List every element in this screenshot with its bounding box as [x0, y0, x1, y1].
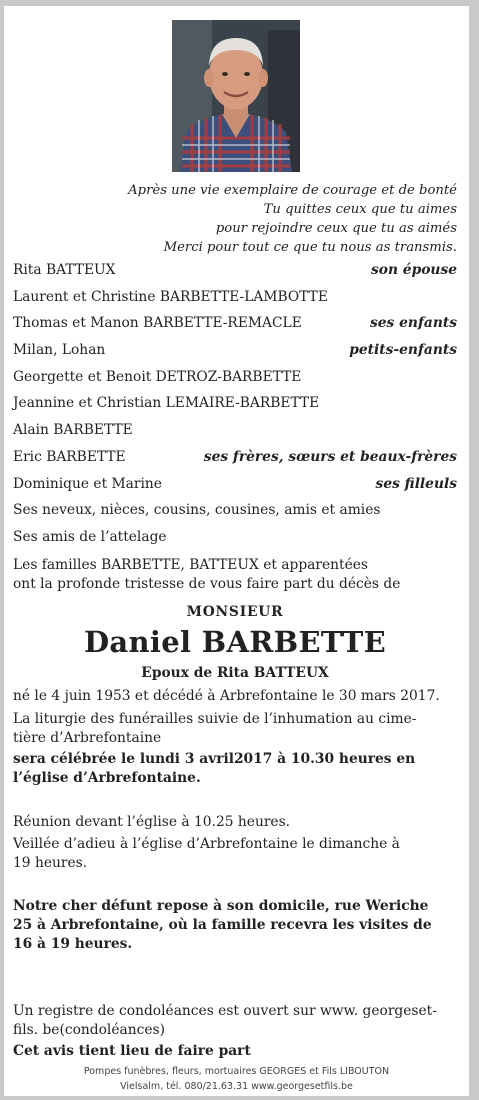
celebration-text — [13, 750, 457, 788]
family-row — [13, 262, 457, 289]
family-row — [13, 369, 457, 396]
family-row — [13, 315, 457, 342]
poem-line: Tu quittes ceux que tu aimes — [263, 202, 457, 217]
vigil-line: Veillée d’adieu à l’église d’Arbrefontaine le dimanche à — [13, 836, 400, 852]
family-names: Alain BARBETTE — [13, 422, 133, 439]
family-names: Rita BATTEUX — [13, 262, 116, 278]
family-list — [13, 262, 457, 556]
poem-line: pour rejoindre ceux que tu as aimés — [215, 221, 457, 236]
vigil-text — [13, 835, 457, 873]
footer-line: Vielsalm, tél. 080/21.63.31 www.georgesetfils.be — [120, 1081, 353, 1092]
family-row — [13, 422, 457, 449]
register-text — [13, 1002, 457, 1040]
rest-line: 25 à Arbrefontaine, où la famille recevra les visites de — [13, 917, 432, 933]
notice-line: Cet avis tient lieu de faire part — [13, 1043, 251, 1059]
register-line: Un registre de condoléances est ouvert sur www. georgeset- — [13, 1003, 437, 1019]
family-names: Eric BARBETTE — [13, 448, 126, 465]
announcement-line: ont la profonde tristesse de vous faire part du décès de — [13, 576, 401, 592]
rest-text — [13, 897, 457, 954]
obituary-card — [4, 6, 469, 1096]
family-role: ses enfants — [370, 315, 457, 332]
family-role: ses frères, sœurs et beaux-frères — [203, 448, 457, 465]
family-names: Milan, Lohan — [13, 342, 106, 359]
family-role: ses filleuls — [375, 475, 457, 492]
family-row — [13, 529, 457, 556]
honorific: MONSIEUR — [186, 604, 284, 620]
family-row — [13, 342, 457, 369]
family-role: petits-enfants — [349, 342, 457, 359]
deceased-name: Daniel BARBETTE — [83, 625, 387, 659]
meeting-line: Réunion devant l’église à 10.25 heures. — [13, 814, 291, 830]
family-row — [13, 395, 457, 422]
family-names: Dominique et Marine — [13, 475, 162, 492]
footer-line: Pompes funèbres, fleurs, mortuaires GEORGES et Fils LIBOUTON — [83, 1066, 390, 1077]
liturgy-line: tière d’Arbrefontaine — [13, 730, 162, 746]
rest-line: 16 à 19 heures. — [13, 936, 133, 952]
announcement-line: Les familles BARBETTE, BATTEUX et apparentées — [13, 557, 369, 573]
poem-line: Après une vie exemplaire de courage et de bonté — [128, 183, 457, 198]
portrait-photo — [172, 20, 300, 172]
family-names: Ses amis de l’attelage — [13, 528, 167, 545]
vigil-line: 19 heures. — [13, 855, 88, 871]
birth-death-line: né le 4 juin 1953 et décédé à Arbrefontaine le 30 mars 2017. — [13, 688, 440, 704]
celebration-line: sera célébrée le lundi 3 avril2017 à 10.30 heures en — [13, 751, 416, 767]
family-row — [13, 502, 457, 529]
family-row — [13, 289, 457, 316]
celebration-line: l’église d’Arbrefontaine. — [13, 770, 201, 786]
family-names: Laurent et Christine BARBETTE-LAMBOTTE — [13, 288, 328, 305]
portrait-image — [172, 20, 300, 172]
family-names: Ses neveux, nièces, cousins, cousines, amis et amies — [13, 502, 381, 519]
family-names: Jeannine et Christian LEMAIRE-BARBETTE — [13, 395, 320, 412]
funeral-home-footer — [4, 1064, 469, 1094]
liturgy-line: La liturgie des funérailles suivie de l’inhumation au cime- — [13, 711, 417, 727]
poem-line: Merci pour tout ce que tu nous as transmis. — [163, 240, 457, 255]
rest-line: Notre cher défunt repose à son domicile, rue Weriche — [13, 898, 429, 914]
family-role: son épouse — [370, 262, 457, 278]
family-names: Thomas et Manon BARBETTE-REMACLE — [13, 315, 302, 332]
liturgy-text — [13, 710, 457, 748]
family-row — [13, 449, 457, 476]
spouse-line: Epoux de Rita BATTEUX — [141, 665, 329, 681]
family-row — [13, 476, 457, 503]
family-names: Georgette et Benoit DETROZ-BARBETTE — [13, 368, 302, 385]
announcement — [13, 556, 457, 594]
poem — [17, 181, 457, 257]
register-line: fils. be(condoléances) — [13, 1022, 165, 1038]
